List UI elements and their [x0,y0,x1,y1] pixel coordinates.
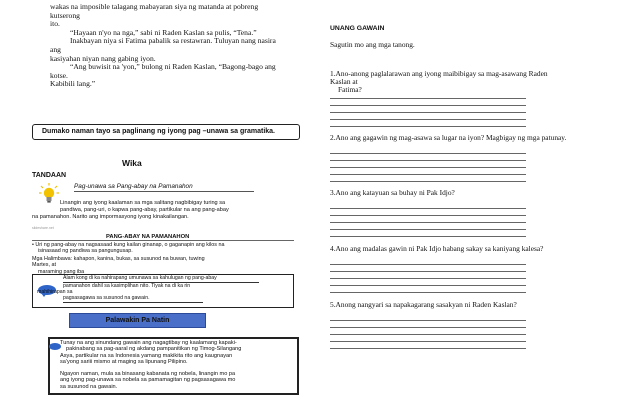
bullet-line: • Uri ng pang-abay na nagsasaad kung kailan ginanap, o gaganapin ang kilos na [32,242,225,248]
story-line: wakas na imposible talagang mabayaran siya ng matanda at pobreng [50,2,259,11]
reminder-line: Alam kong di ka nahirapang umunawa sa kahulugan ng pang-abay [63,275,217,281]
story-line: kasiyahan niyan nang gabing iyon. [50,53,156,63]
answer-line[interactable] [330,327,526,328]
answer-line[interactable] [330,334,526,335]
bullet-line: isinasaad ng pandiwa sa pangungusap. [38,248,133,255]
grammar-note-box: Dumako naman tayo sa paglinang ng iyong pag –unawa sa gramatika. [32,124,300,140]
answer-line[interactable] [330,292,526,293]
definition-line: Linangin ang iyong kaalaman sa mga salitang nagbibigay turing sa [60,200,226,206]
divider [63,302,203,303]
answer-line[interactable] [330,112,526,113]
activity-instruction: Sagutin mo ang mga tanong. [330,40,415,49]
answer-line[interactable] [330,105,526,106]
examples-line: maraming pang iba [38,268,85,275]
extension-paragraph-box [48,337,299,395]
question-text: Kaslan at [330,77,358,87]
pang-abay-definition [32,242,294,255]
paragraph-line: ang iyong pag-unawa sa nobela sa pamamagitan ng pagsasagawa mo [60,377,236,384]
answer-line[interactable] [330,222,526,223]
lesson-subtitle: Pag-unawa sa Pang-abay na Pamanahon [74,183,193,190]
examples-line: Mga Halimbawa: kahapon, kanina, bukas, sa susunod na buwan, tuwing [32,256,205,262]
definition-line: pandiwa, pang-uri, o kapwa pang-abay, partikular na ang pang-abay [60,206,229,213]
question-3 [330,189,610,197]
watermark: slideshare.net [32,226,54,230]
examples-line: Martes, at [32,262,56,269]
paragraph-line: sa'yong sariii mismo at maging sa lipunang Pilipino. [60,358,188,365]
answer-line[interactable] [330,126,526,127]
story-excerpt [50,3,300,89]
reminder-line: mahihirapan sa [37,289,73,295]
question-4 [330,245,610,253]
paragraph-line: Tunay na ang sinundang gawain ang nagagtibay ng kaalamang kapaki- [60,340,237,346]
activity-title: UNANG GAWAIN [330,25,385,32]
definition-line: na pamanahon. Narito ang impormasyong iyong kinakailangan. [32,213,189,220]
question-text: 1.Ano-anong paglalarawan ang iyong maibibigay sa mag-asawang Raden [330,69,548,78]
question-text: 5.Anong nangyari sa napakagarang sasakyan ni Raden Kaslan? [330,300,517,309]
answer-line[interactable] [330,174,526,175]
section-heading-wika: Wika [122,158,142,168]
answer-line[interactable] [330,160,526,161]
answer-line[interactable] [330,348,526,349]
answer-line[interactable] [330,278,526,279]
question-2 [330,134,610,142]
story-line: kutserong [50,10,80,20]
story-line: ang [50,44,61,54]
answer-line[interactable] [330,181,526,182]
story-line: ito. [50,19,60,29]
palawakin-banner: Palawakin Pa Natin [69,313,206,328]
question-text: 3.Ano ang katayuan sa buhay ni Pak Idjo? [330,188,455,197]
reminder-box [32,274,294,308]
paragraph-line: Asya, partikular na sa Indonesia yamang makikita rito ang kaugnayan [60,352,233,359]
question-1 [330,70,610,95]
answer-line[interactable] [330,167,526,168]
divider [32,240,294,241]
story-line: Inakbayan niya si Fatima pabalik sa restawran. Tuluyan nang nasira [70,36,276,46]
paragraph-line: sa susunod na gawain. [60,383,118,390]
answer-line[interactable] [330,153,526,154]
answer-line[interactable] [330,98,526,99]
paragraph-line: pakinabang sa pag-aaral ng akdang pampanitikan ng Timog-Silangang [66,346,242,353]
answer-line[interactable] [330,208,526,209]
answer-line[interactable] [330,229,526,230]
answer-line[interactable] [330,271,526,272]
tandaan-label: TANDAAN [32,172,67,179]
reminder-line: pamanahon dahil sa kasimplihan nito. Tiyak na di ka rin [63,283,191,289]
story-line: “Ang buwisit na 'yon,” bulong ni Raden Kaslan, “Bagong-bago ang [70,62,276,72]
answer-line[interactable] [330,119,526,120]
paragraph-line: Ngayon naman, mula sa binasang kabanata ng nobela, linangin mo pa [60,371,236,378]
answer-line[interactable] [330,215,526,216]
divider [74,191,254,192]
story-line: kotse. [50,70,68,80]
answer-line[interactable] [330,264,526,265]
story-line: Kabibili lang.” [50,79,96,89]
answer-line[interactable] [330,341,526,342]
answer-line[interactable] [330,236,526,237]
answer-line[interactable] [330,320,526,321]
lesson-definition [32,200,284,220]
question-text: Fatima? [338,85,362,95]
story-line: “Hayaan n'yo na nga,” sabi ni Raden Kaslan sa pulis, “Tena.” [70,27,257,37]
question-text: 4.Ano ang madalas gawin ni Pak Idjo habang sakay sa kaniyang kalesa? [330,244,544,253]
question-text: 2.Ano ang gagawin ng mag-asawa sa lugar na iyon? Magbigay ng mga patunay. [330,133,567,142]
answer-line[interactable] [330,285,526,286]
question-5 [330,301,610,309]
reminder-line: pagsasagawa sa susunod na gawain. [63,295,150,301]
pang-abay-title: PANG-ABAY NA PAMANAHON [106,234,190,240]
examples-list [32,256,294,275]
